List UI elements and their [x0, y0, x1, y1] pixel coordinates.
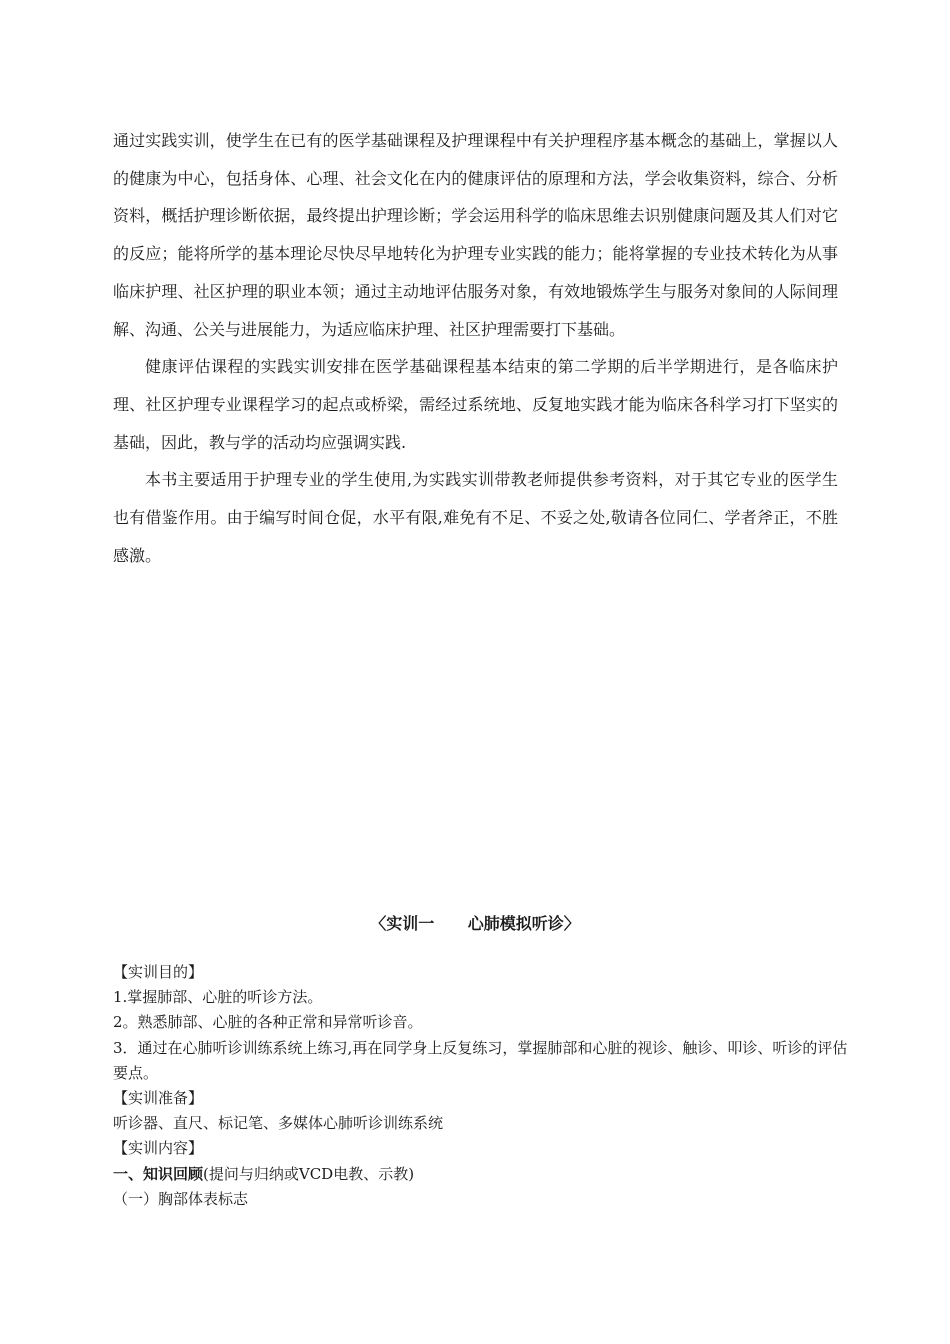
content-heading: 【实训内容】	[113, 1139, 204, 1158]
goal-item-1: 1.掌握肺部、心脏的听诊方法。	[113, 988, 323, 1007]
intro-paragraph-1: 通过实践实训，使学生在已有的医学基础课程及护理课程中有关护理程序基本概念的基础上，掌握以人的健康为中心，包括身体、心理、社会文化在内的健康评估的原理和方法，学会收集资料，综合、分析资料，概括护理诊断依据，最终提出护理诊断；学会运用科学的临床思维去识别健康问题及其人们对它的反应；能将所学的基本理论尽快尽早地转化为护理专业实践的能力；能将掌握的专业技术转化为从事临床护理、社区护理的职业本领；通过主动地评估服务对象，有效地锻炼学生与服务对象间的人际间理解、沟通、公关与进展能力，为适应临床护理、社区护理需要打下基础。	[113, 131, 838, 339]
intro-section	[113, 122, 838, 574]
prep-heading: 【实训准备】	[113, 1089, 204, 1108]
section-heading-1	[113, 1162, 848, 1187]
goal-heading: 【实训目的】	[113, 963, 204, 981]
section-heading-1-title: 一、知识回顾	[113, 1164, 204, 1183]
goal-item-2: 2。熟悉肺部、心脏的各种正常和异常听诊音。	[113, 1013, 423, 1032]
goal-item-3: 3．通过在心肺听诊训练系统上练习,再在同学身上反复练习，掌握肺部和心脏的视诊、触诊、叩诊、听诊的评估要点。	[113, 1038, 848, 1082]
lab-title: 〈实训一 心肺模拟听诊〉	[370, 914, 580, 933]
section-heading-1-note: (提问与归纳或VCD电教、示教)	[203, 1164, 415, 1183]
intro-paragraph-2: 健康评估课程的实践实训安排在医学基础课程基本结束的第二学期的后半学期进行，是各临床护理、社区护理专业课程学习的起点或桥梁，需经过系统地、反复地实践才能为临床各科学习打下坚实的基础，因此，教与学的活动均应强调实践.	[113, 357, 838, 452]
lab-section	[113, 960, 848, 1212]
subsection-heading-1: （一）胸部体表标志	[113, 1189, 249, 1208]
prep-text: 听诊器、直尺、标记笔、多媒体心肺听诊训练系统	[113, 1114, 444, 1133]
intro-paragraph-3: 本书主要适用于护理专业的学生使用,为实践实训带教老师提供参考资料，对于其它专业的医学生也有借鉴作用。由于编写时间仓促，水平有限,难免有不足、不妥之处,敬请各位同仁、学者斧正，不胜感激。	[113, 470, 838, 565]
